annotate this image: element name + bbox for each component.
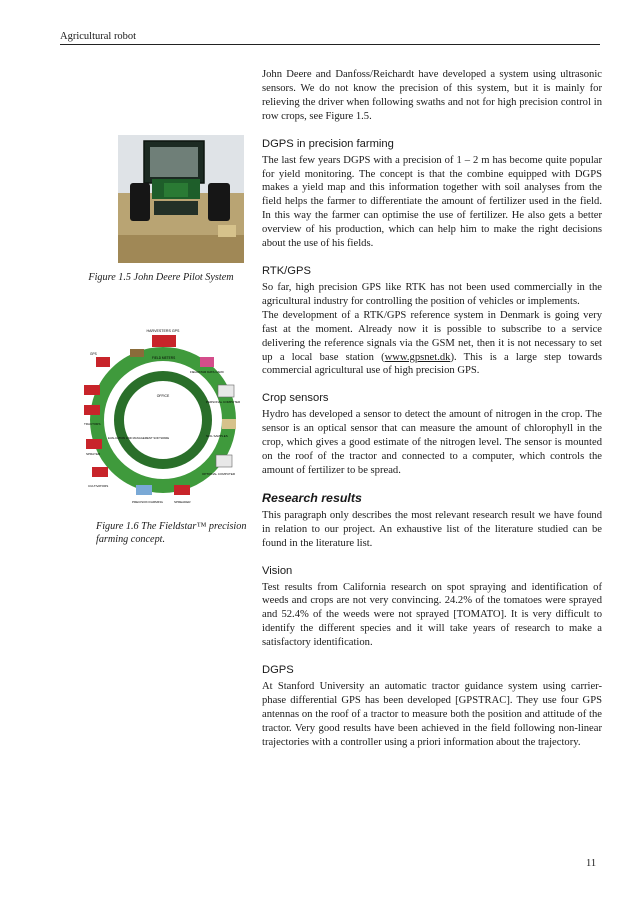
diagram-label-cultivators: CULTIVATORS (88, 484, 109, 488)
rtk-text-after-link: ). This is a large step towards commercial agricultural use of high precision GPS. (262, 351, 602, 377)
rtk-heading: RTK/GPS (262, 264, 311, 277)
tractor-grille (164, 183, 188, 197)
fieldstar-diagram (82, 327, 244, 513)
main-column (262, 68, 602, 750)
optional-computer-icon (216, 455, 232, 467)
running-header: Agricultural robot (60, 31, 137, 42)
diagram-label-tractors: TRACTORS (84, 422, 101, 426)
tractor-icon-left-1 (84, 385, 100, 395)
sprayer-icon (86, 439, 102, 449)
dgps-precision-heading: DGPS in precision farming (262, 137, 394, 150)
harvester-icon (152, 335, 176, 347)
dgps-paragraph: At Stanford University an automatic tractor guidance system using carrier-phase differential GPS has been developed [GPSTRAC]. They use four GPS antennas on the roof of a tractor to measure both the position and attitude of the tractor. Very good results have been achieved in the field following non-linear trajectories with a controller using a priori information about the trajectory. (262, 681, 602, 748)
header-rule (60, 44, 600, 45)
diagram-label-soil: SOIL SAMPLES (206, 434, 228, 438)
diagram-label-optional: OPTIONAL COMPUTER (202, 472, 236, 476)
tractor-cab-window (150, 147, 198, 177)
diagram-label-field-meters: FIELD METERS (152, 356, 176, 360)
dgps-heading: DGPS (262, 664, 294, 677)
diagram-label-bottom: PRECISION FARMING (132, 500, 164, 504)
computer-icon (218, 385, 234, 397)
photo-hay-row (118, 235, 244, 263)
figure-1-5-caption: Figure 1.5 John Deere Pilot System (88, 272, 234, 283)
diagram-label-top: HARVESTERS GPS (146, 329, 180, 333)
page-number: 11 (586, 858, 597, 869)
cultivator-icon (92, 467, 108, 477)
crop-sensors-paragraph: Hydro has developed a sensor to detect the amount of nitrogen in the crop. The sensor is an optical sensor that can measure the amount of chlorophyll in the crop, which gives a good estimate of the nitrogen level. The sensor is mounted on the roof of the tractor and connected to a computer, which controls the amount of fertilizer to be spread. (262, 409, 602, 476)
figure-1-6-caption: Figure 1.6 The Fieldstar™ precision farming concept. (96, 521, 247, 545)
diagram-label-sprayer: SPRAYER (86, 452, 101, 456)
data-card-icon (200, 357, 214, 367)
spreader-icon (174, 485, 190, 495)
diagram-label-spreader: SPREADER (174, 500, 191, 504)
diagram-label-gps: GPS (90, 352, 97, 356)
research-results-heading: Research results (262, 490, 362, 505)
diagram-label-data-card: FIELDSTAR DATA CARD (190, 370, 224, 374)
diagram-label-computer: PERSONAL COMPUTER (206, 400, 241, 404)
intro-paragraph: John Deere and Danfoss/Reichardt have developed a system using ultrasonic sensors. We do not know the precision of this system, but it is mainly for relieving the driver when following swaths and not for high precision control in row crops, see Figure 1.5. (262, 69, 602, 122)
hay-bale (218, 225, 236, 237)
vision-heading: Vision (262, 564, 293, 577)
tractor-wheel-right (208, 183, 230, 221)
research-results-paragraph: This paragraph only describes the most relevant research result we have found in relation to our project. An exhaustive list of the literature studied can be found in the literature list. (262, 509, 602, 549)
diagram-label-center: OFFICE (156, 394, 170, 398)
gps-left-icon (96, 357, 110, 367)
tractor-icon-left-2 (84, 405, 100, 415)
diagram-inner-ring (119, 376, 207, 464)
rtk-paragraph-2 (262, 309, 602, 379)
field-meters-icon (130, 349, 144, 357)
rtk-paragraph-1: So far, high precision GPS like RTK has not been used commercially in the agricultural industry for controlling the position of vehicles or implements. (262, 281, 602, 307)
diagram-label-eval: EVALUATION AND MANAGEMENT SOFTWARE (108, 436, 170, 440)
crop-sensors-heading: Crop sensors (262, 392, 329, 405)
tractor-front-axle (154, 201, 198, 215)
dgps-precision-paragraph: The last few years DGPS with a precision of 1 – 2 m has become quite popular for yield monitoring. The concept is that the combine equipped with DGPS makes a yield map and this information together with soil analyses from the field helps the farmer to differentiate the amount of fertilizer used in the field. In this way the farmer can optimise the use of fertilizer. He also gets a better overview of his production, which can help him to make the right decisions about the use of his fields. (262, 154, 602, 250)
tractor-wheel-left (130, 183, 150, 221)
soil-icon (222, 419, 236, 429)
precision-icon (136, 485, 152, 495)
gpsnet-link[interactable]: www.gpsnet.dk (384, 351, 451, 363)
rtk-text-before-link: The development of a RTK/GPS reference system in Denmark is going very fast at the moment. Already now it is possible to subscribe to a service delivering the reference signals via the GSM net, then it is not necessary to set up a local base station ( (262, 309, 602, 363)
tractor-photo (118, 135, 244, 263)
vision-paragraph: Test results from California research on spot spraying and identification of weeds and crops are not very convincing. 24.2% of the tomatoes were sprayed and 52.4% of the weeds were not sprayed [TOMATO]. It is very difficult to identify the different species and it will take years of research to make a satisfactory identification. (262, 581, 602, 649)
